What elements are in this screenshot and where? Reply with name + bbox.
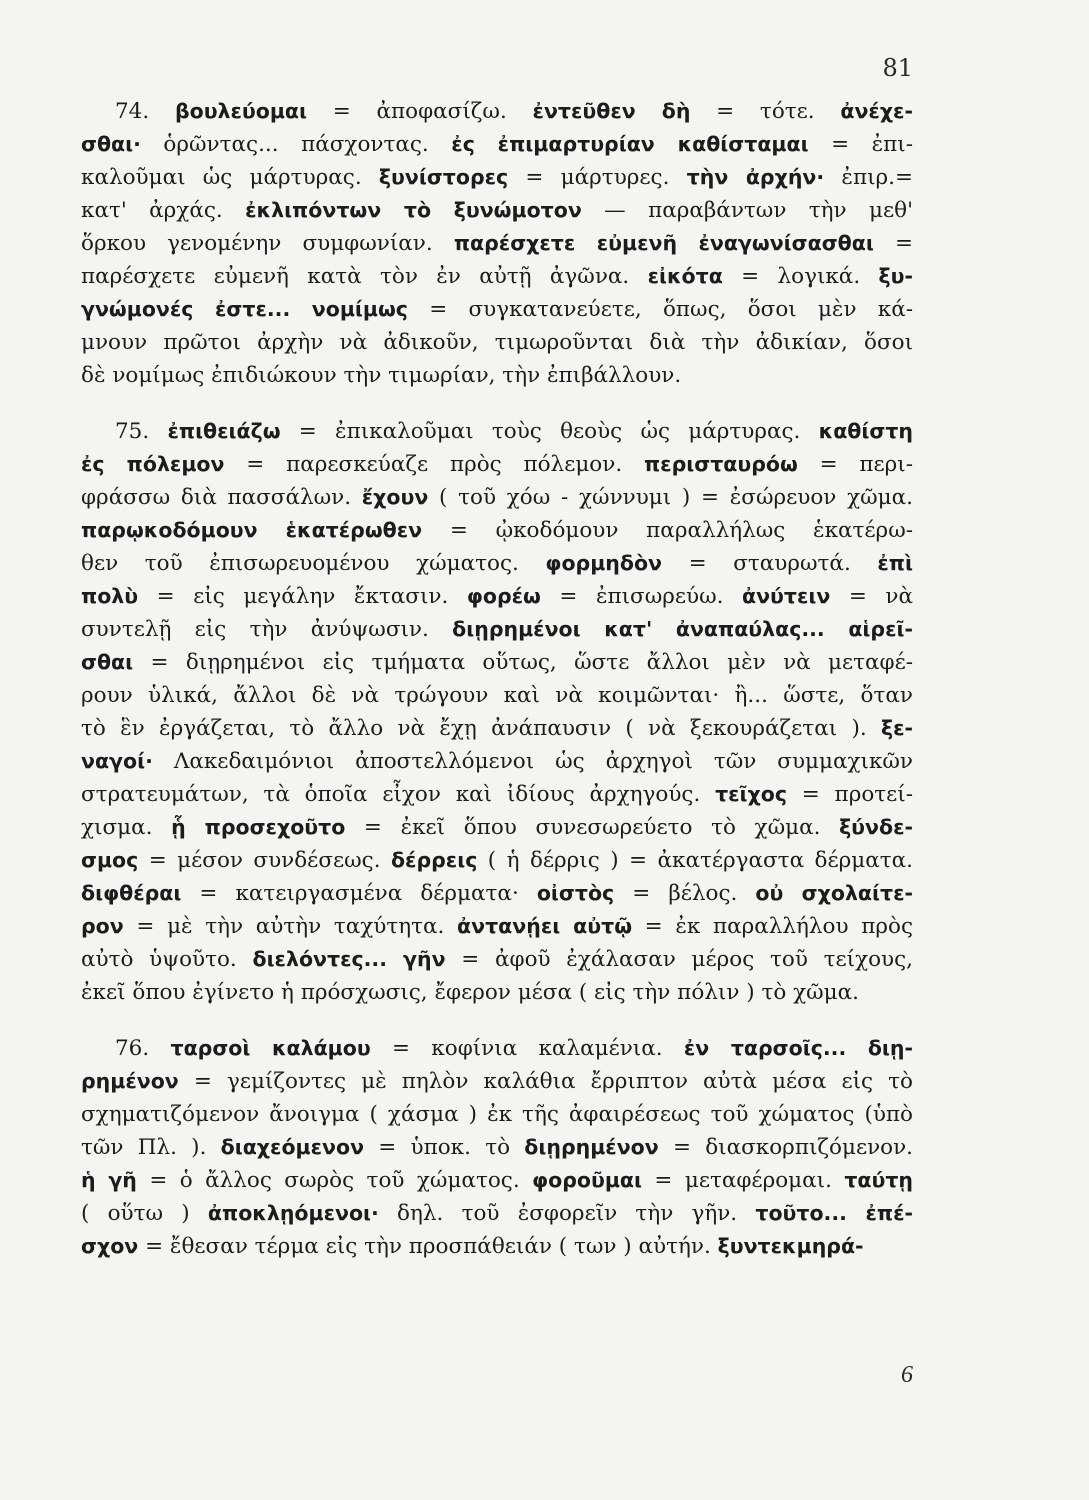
- lemma-term: γνώμονές ἐστε... νομίμως: [81, 297, 408, 321]
- gloss-text: = κοφίνια καλαμένια.: [370, 1036, 684, 1061]
- lemma-term: δέρρεις: [390, 848, 478, 872]
- paragraph-74: [81, 95, 913, 392]
- lemma-term: ξυνίστορες: [378, 165, 509, 189]
- gloss-text: = ἐπικαλοῦμαι τοὺς θεοὺς ὡς μάρτυρας.: [280, 419, 819, 444]
- lemma-term: παρέσχετε εὐμενῆ ἐναγωνίσασθαι: [453, 231, 874, 255]
- text-line: [81, 646, 913, 679]
- text-line: [81, 326, 913, 359]
- lemma-term: καθίστη: [818, 419, 914, 443]
- lemma-term: ἐκλιπόντων τὸ ξυνώμοτον: [245, 198, 582, 222]
- text-line: [81, 679, 913, 712]
- gloss-text: τὸ ἓν ἐργάζεται, τὸ ἄλλο νὰ ἔχῃ ἀνάπαυσιν ( νὰ ξεκουράζεται ).: [81, 716, 881, 741]
- gloss-text: σχηματιζόμενον ἄνοιγμα ( χάσμα ) ἐκ τῆς ἀφαιρέσεως τοῦ χώματος (ὑπὸ: [81, 1102, 913, 1127]
- gloss-text: = ἐπισωρεύω.: [540, 584, 742, 609]
- lemma-term: σχον: [81, 1234, 139, 1258]
- text-line: [81, 227, 913, 260]
- lemma-term: διελόντες... γῆν: [252, 947, 446, 971]
- gloss-text: = ἐκεῖ ὅπου συνεσωρεύετο τὸ χῶμα.: [345, 815, 840, 840]
- text-line: [81, 293, 913, 326]
- lemma-term: ἐντεῦθεν δὴ: [532, 99, 691, 123]
- text-line: [81, 943, 913, 976]
- lemma-term: ξε-: [880, 716, 913, 740]
- gloss-text: τῶν Πλ. ).: [81, 1135, 221, 1160]
- text-line: [81, 95, 913, 128]
- signature-number: 6: [901, 1362, 913, 1388]
- gloss-text: = ᾠκοδόμουν παραλλήλως ἑκατέρω-: [422, 518, 913, 543]
- lemma-term: ξυντεκμηρά-: [717, 1234, 864, 1258]
- gloss-text: = λογικά.: [722, 264, 879, 289]
- text-line: [81, 580, 913, 613]
- lemma-term: διφθέραι: [81, 881, 182, 905]
- gloss-text: — παραβάντων τὴν μεθ': [581, 198, 913, 223]
- gloss-text: = εἰς μεγάλην ἔκτασιν.: [138, 584, 467, 609]
- lemma-term: ἐς ἐπιμαρτυρίαν καθίσταμαι: [451, 132, 809, 156]
- gloss-text: συντελῇ εἰς τὴν ἀνύψωσιν.: [81, 617, 453, 642]
- lemma-term: ξυ-: [878, 264, 913, 288]
- lemma-term: τεῖχος: [715, 782, 788, 806]
- text-line: [81, 1230, 913, 1263]
- text-line: [81, 778, 913, 811]
- lemma-term: σθαι: [81, 650, 134, 674]
- gloss-text: = μὲ τὴν αὐτὴν ταχύτητα.: [123, 914, 458, 939]
- gloss-text: = ἔθεσαν τέρμα εἰς τὴν προσπάθειάν ( των ) αὐτήν.: [138, 1234, 718, 1259]
- text-line: [81, 877, 913, 910]
- paragraph-75: [81, 415, 913, 1009]
- gloss-text: ρουν ὑλικά, ἄλλοι δὲ νὰ τρώγουν καὶ νὰ κοιμῶνται· ἢ... ὥστε, ὅταν: [81, 683, 913, 708]
- gloss-text: = τότε.: [690, 99, 841, 124]
- text-line: [81, 1131, 913, 1164]
- gloss-text: = κατειργασμένα δέρματα·: [181, 881, 537, 906]
- gloss-text: = ἐκ παραλλήλου πρὸς: [632, 914, 913, 939]
- gloss-text: = περι-: [797, 452, 914, 477]
- gloss-text: καλοῦμαι ὡς μάρτυρας.: [81, 165, 379, 190]
- lemma-term: φοροῦμαι: [532, 1168, 642, 1192]
- lemma-term: ἐπὶ: [877, 551, 913, 575]
- gloss-text: ( οὕτω ): [81, 1201, 208, 1226]
- lemma-term: ἔχουν: [361, 485, 429, 509]
- lemma-term: ἐν ταρσοῖς... διῃ-: [683, 1036, 914, 1060]
- gloss-text: μνουν πρῶτοι ἀρχὴν νὰ ἀδικοῦν, τιμωροῦνται διὰ τὴν ἀδικίαν, ὅσοι: [81, 330, 913, 355]
- lemma-term: τοῦτο... ἐπέ-: [755, 1201, 913, 1225]
- lemma-term: ξύνδε-: [839, 815, 913, 839]
- text-line: [81, 844, 913, 877]
- gloss-text: = ὑποκ. τὸ: [364, 1135, 525, 1160]
- lemma-term: διαχεόμενον: [220, 1135, 365, 1159]
- lemma-term: ταύτῃ: [844, 1168, 914, 1192]
- gloss-text: δηλ. τοῦ ἐσφορεῖν τὴν γῆν.: [378, 1201, 756, 1226]
- gloss-text: = συγκατανεύετε, ὅπως, ὅσοι μὲν κά-: [407, 297, 913, 322]
- gloss-text: = ἐπι-: [808, 132, 914, 157]
- text-line: [81, 613, 913, 646]
- lemma-term: οἰστὸς: [536, 881, 615, 905]
- gloss-text: = μάρτυρες.: [508, 165, 687, 190]
- gloss-text: = ὁ ἄλλος σωρὸς τοῦ χώματος.: [136, 1168, 533, 1193]
- gloss-text: αὐτὸ ὑψοῦτο.: [81, 947, 253, 972]
- text-line: [81, 260, 913, 293]
- gloss-text: = νὰ: [830, 584, 913, 609]
- gloss-text: χισμα.: [81, 815, 172, 840]
- gloss-text: = μεταφέρομαι.: [641, 1168, 845, 1193]
- gloss-text: φράσσω διὰ πασσάλων.: [81, 485, 362, 510]
- gloss-text: = ἀποφασίζω.: [307, 99, 533, 124]
- gloss-text: δὲ νομίμως ἐπιδιώκουν τὴν τιμωρίαν, τὴν ἐπιβάλλουν.: [81, 363, 682, 388]
- gloss-text: στρατευμάτων, τὰ ὁποῖα εἶχον καὶ ἰδίους ἀρχηγούς.: [81, 782, 716, 807]
- gloss-text: ( τοῦ χόω - χώννυμι ) = ἐσώρευον χῶμα.: [428, 485, 913, 510]
- gloss-text: παρέσχετε εὐμενῆ κατὰ τὸν ἐν αὐτῇ ἀγῶνα.: [81, 264, 648, 289]
- gloss-text: ὁρῶντας... πάσχοντας.: [140, 132, 452, 157]
- lemma-term: πολὺ: [81, 584, 139, 608]
- commentary-text: [81, 95, 913, 1263]
- lemma-term: τὴν ἀρχήν·: [686, 165, 825, 189]
- lemma-term: ἐπιθειάζω: [167, 419, 281, 443]
- lemma-term: διῃρημένον: [524, 1135, 659, 1159]
- lemma-term: ταρσοὶ καλάμου: [170, 1036, 371, 1060]
- text-line: [81, 811, 913, 844]
- gloss-text: ἐπιρ.=: [824, 165, 914, 190]
- gloss-text: =: [873, 231, 913, 256]
- text-line: [81, 976, 913, 1009]
- gloss-text: = ἀφοῦ ἐχάλασαν μέρος τοῦ τείχους,: [445, 947, 913, 972]
- gloss-text: = βέλος.: [614, 881, 756, 906]
- lemma-term: διῃρημένοι κατ' ἀναπαύλας... αἱρεῖ-: [452, 617, 913, 641]
- lemma-term: ρον: [81, 914, 124, 938]
- lemma-term: ναγοί·: [81, 749, 153, 773]
- gloss-text: Λακεδαιμόνιοι ἀποστελλόμενοι ὡς ἀρχηγοὶ τῶν συμμαχικῶν: [152, 749, 913, 774]
- lemma-term: φορμηδὸν: [545, 551, 663, 575]
- text-line: [81, 448, 913, 481]
- lemma-term: οὐ σχολαίτε-: [755, 881, 913, 905]
- gloss-text: ἐκεῖ ὅπου ἐγίνετο ἡ πρόσχωσις, ἔφερον μέσα ( εἰς τὴν πόλιν ) τὸ χῶμα.: [81, 980, 859, 1005]
- text-line: [81, 415, 913, 448]
- lemma-term: ἀνέχε-: [840, 99, 913, 123]
- text-line: [81, 128, 913, 161]
- lemma-term: παρῳκοδόμουν ἑκατέρωθεν: [81, 518, 423, 542]
- text-line: [81, 514, 913, 547]
- lemma-term: σθαι·: [81, 132, 141, 156]
- lemma-term: βουλεύομαι: [174, 99, 308, 123]
- lemma-term: σμος: [81, 848, 139, 872]
- lemma-term: ἡ γῆ: [81, 1168, 137, 1192]
- text-line: [81, 1065, 913, 1098]
- text-line: [81, 194, 913, 227]
- gloss-text: θεν τοῦ ἐπισωρευομένου χώματος.: [81, 551, 546, 576]
- text-line: [81, 1164, 913, 1197]
- lemma-term: ᾗ προσεχοῦτο: [171, 815, 346, 839]
- text-line: [81, 547, 913, 580]
- lemma-term: ἀποκλῃόμενοι·: [207, 1201, 379, 1225]
- lemma-term: εἰκότα: [647, 264, 723, 288]
- text-line: [81, 910, 913, 943]
- gloss-text: 75.: [115, 419, 168, 444]
- gloss-text: κατ' ἀρχάς.: [81, 198, 246, 223]
- gloss-text: = διῃρημένοι εἰς τμήματα οὕτως, ὥστε ἄλλοι μὲν νὰ μεταφέ-: [133, 650, 913, 675]
- text-line: [81, 1032, 913, 1065]
- gloss-text: = παρεσκεύαζε πρὸς πόλεμον.: [224, 452, 644, 477]
- gloss-text: = διασκορπιζόμενον.: [658, 1135, 914, 1160]
- text-line: [81, 712, 913, 745]
- text-line: [81, 1098, 913, 1131]
- paragraph-76: [81, 1032, 913, 1263]
- gloss-text: = μέσον συνδέσεως.: [138, 848, 391, 873]
- text-line: [81, 481, 913, 514]
- text-line: [81, 359, 913, 392]
- lemma-term: φορέω: [466, 584, 541, 608]
- gloss-text: = προτεί-: [787, 782, 914, 807]
- page-number: 81: [882, 54, 913, 82]
- text-line: [81, 1197, 913, 1230]
- gloss-text: 74.: [115, 99, 175, 124]
- lemma-term: ἀντανῄει αὐτῷ: [457, 914, 633, 938]
- gloss-text: = γεμίζοντες μὲ πηλὸν καλάθια ἔρριπτον αὐτὰ μέσα εἰς τὸ: [178, 1069, 913, 1094]
- text-line: [81, 161, 913, 194]
- gloss-text: ( ἡ δέρρις ) = ἀκατέργαστα δέρματα.: [477, 848, 913, 873]
- gloss-text: = σταυρωτά.: [662, 551, 878, 576]
- lemma-term: περισταυρόω: [643, 452, 798, 476]
- lemma-term: ρημένον: [81, 1069, 179, 1093]
- lemma-term: ἀνύτειν: [741, 584, 831, 608]
- gloss-text: 76.: [115, 1036, 171, 1061]
- text-line: [81, 745, 913, 778]
- gloss-text: ὅρκου γενομένην συμφωνίαν.: [81, 231, 454, 256]
- lemma-term: ἐς πόλεμον: [81, 452, 225, 476]
